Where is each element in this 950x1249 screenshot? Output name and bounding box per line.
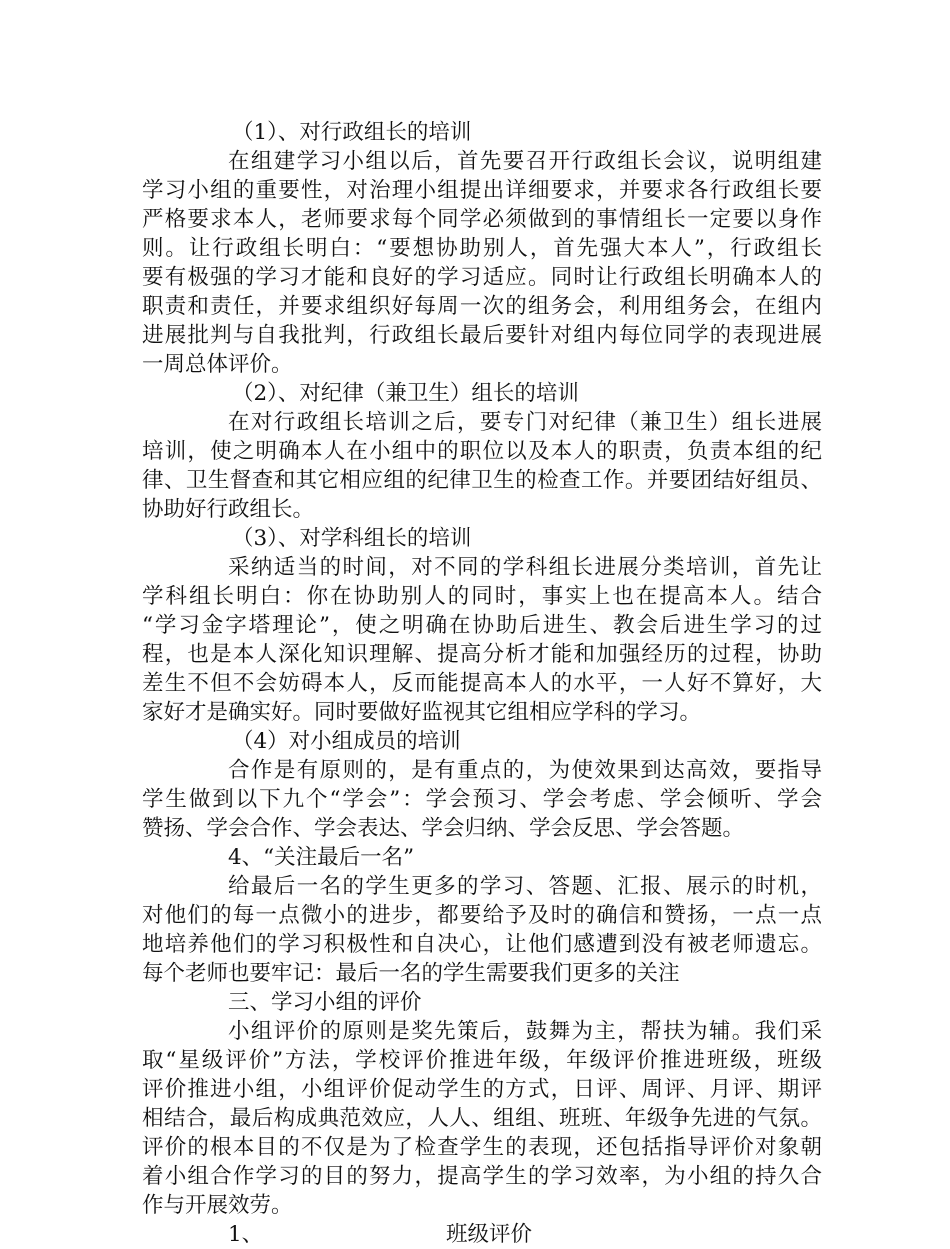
section-heading-2: （2）、对纪律（兼卫生）组长的培训: [232, 381, 579, 406]
paragraph-line: 严格要求本人，老师要求每个同学必须做到的事情组长一定要以身作: [142, 207, 822, 232]
paragraph-line: 赞扬、学会合作、学会表达、学会归纳、学会反思、学会答题。: [142, 816, 745, 841]
paragraph-line: 差生不但不会妨碍本人，反而能提高本人的水平，一人好不算好，大: [142, 671, 822, 696]
subsection-number: 1、: [228, 1222, 264, 1247]
paragraph-line: 每个老师也要牢记：最后一名的学生需要我们更多的关注: [142, 961, 680, 986]
paragraph-line: 学习小组的重要性，对治理小组提出详细要求，并要求各行政组长要: [142, 178, 822, 203]
section-heading-1: （1）、对行政组长的培训: [232, 120, 472, 145]
paragraph-line: 程，也是本人深化知识理解、提高分析才能和加强经历的过程，协助: [142, 642, 822, 667]
section-heading-4: （4）对小组成员的培训: [232, 729, 461, 754]
paragraph-line: 律、卫生督查和其它相应组的纪律卫生的检查工作。并要团结好组员、: [142, 468, 822, 493]
paragraph-line: 进展批判与自我批判，行政组长最后要针对组内每位同学的表现进展: [142, 323, 822, 348]
paragraph-line: 合作是有原则的，是有重点的，为使效果到达高效，要指导: [228, 758, 822, 783]
paragraph-line: “学习金字塔理论”，使之明确在协助后进生、教会后进生学习的过: [142, 613, 822, 638]
paragraph-line: 学生做到以下九个“学会”：学会预习、学会考虑、学会倾听、学会: [142, 787, 822, 812]
subsection-title: 班级评价: [446, 1222, 533, 1247]
paragraph-line: 相结合，最后构成典范效应，人人、组组、班班、年级争先进的气氛。: [142, 1106, 822, 1131]
paragraph-line: 家好才是确实好。同时要做好监视其它组相应学科的学习。: [142, 700, 702, 725]
paragraph-line: 评价的根本目的不仅是为了检查学生的表现，还包括指导评价对象朝: [142, 1135, 822, 1160]
paragraph-line: 协助好行政组长。: [142, 497, 315, 522]
document-body: [142, 118, 822, 1249]
section-heading-5: 4、“关注最后一名”: [228, 845, 415, 870]
paragraph-line: 培训，使之明确本人在小组中的职位以及本人的职责，负责本组的纪: [142, 439, 822, 464]
paragraph-line: 职责和责任，并要求组织好每周一次的组务会，利用组务会，在组内: [142, 294, 822, 319]
paragraph-line: 给最后一名的学生更多的学习、答题、汇报、展示的时机，: [228, 874, 822, 899]
paragraph-line: 学科组长明白：你在协助别人的同时，事实上也在提高本人。结合: [142, 584, 822, 609]
paragraph-line: 对他们的每一点微小的进步，都要给予及时的确信和赞扬，一点一点: [142, 903, 822, 928]
paragraph-line: 小组评价的原则是奖先策后，鼓舞为主，帮扶为辅。我们采: [228, 1019, 822, 1044]
paragraph-line: 则。让行政组长明白：“要想协助别人，首先强大本人”，行政组长: [142, 236, 822, 261]
subsection-heading-row: [142, 1220, 822, 1249]
paragraph-line: 一周总体评价。: [142, 352, 293, 377]
paragraph-line: 取“星级评价”方法，学校评价推进年级，年级评价推进班级，班级: [142, 1048, 822, 1073]
paragraph-line: 作与开展效劳。: [142, 1193, 293, 1218]
paragraph-line: 地培养他们的学习积极性和自决心，让他们感遭到没有被老师遗忘。: [142, 932, 822, 957]
paragraph-line: 评价推进小组，小组评价促动学生的方式，日评、周评、月评、期评: [142, 1077, 822, 1102]
section-heading-6: 三、学习小组的评价: [228, 990, 422, 1015]
paragraph-line: 着小组合作学习的目的努力，提高学生的学习效率，为小组的持久合: [142, 1164, 822, 1189]
paragraph-line: 在组建学习小组以后，首先要召开行政组长会议，说明组建: [228, 149, 822, 174]
section-heading-3: （3）、对学科组长的培训: [232, 526, 472, 551]
paragraph-line: 要有极强的学习才能和良好的学习适应。同时让行政组长明确本人的: [142, 265, 822, 290]
paragraph-line: 采纳适当的时间，对不同的学科组长进展分类培训，首先让: [228, 555, 822, 580]
paragraph-line: 在对行政组长培训之后，要专门对纪律（兼卫生）组长进展: [228, 410, 822, 435]
